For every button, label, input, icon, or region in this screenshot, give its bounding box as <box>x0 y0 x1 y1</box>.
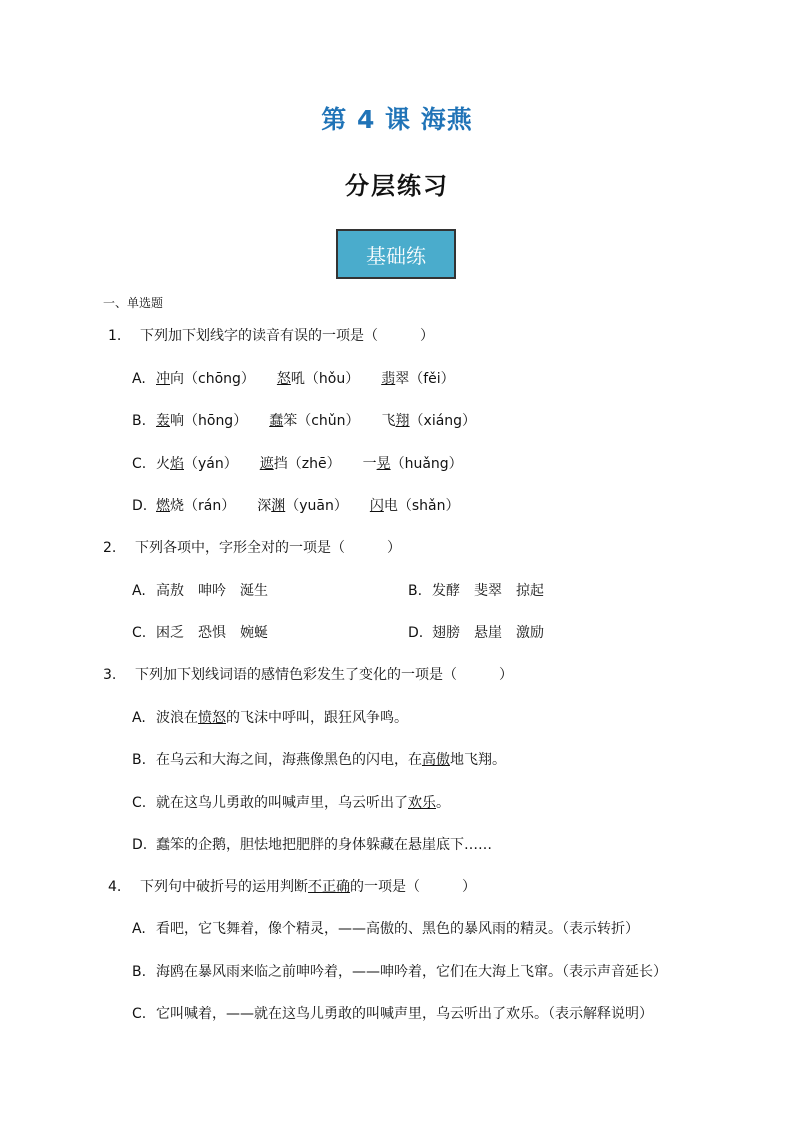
q2-option-b[interactable]: B. 发酵 斐翠 掠起 <box>408 583 544 599</box>
lesson-title: 第 4 课 海燕 <box>321 105 473 134</box>
q1-option-b[interactable]: B. 轰响（hōng） 蠢笨（chǔn） 飞翔（xiáng） <box>132 413 477 429</box>
q1-option-a[interactable]: A. 冲向（chōng） 怒吼（hǒu） 翡翠（fěi） <box>132 371 455 387</box>
question-number: 3. <box>103 667 117 683</box>
level-badge: 基础练 <box>336 229 456 279</box>
q3-option-a[interactable]: A. 波浪在愤怒的飞沫中呼叫，跟狂风争鸣。 <box>132 710 408 726</box>
question-number: 4. <box>108 879 122 895</box>
section-heading: 一、单选题 <box>103 296 164 310</box>
q4-option-c[interactable]: C. 它叫喊着，——就在这鸟儿勇敢的叫喊声里，乌云听出了欢乐。（表示解释说明） <box>132 1006 653 1022</box>
q2-option-d[interactable]: D. 翅膀 悬崖 激励 <box>408 625 544 641</box>
q1-option-d[interactable]: D. 燃烧（rán） 深渊（yuān） 闪电（shǎn） <box>132 498 460 514</box>
question-stem: 下列各项中，字形全对的一项是（ ） <box>135 540 401 556</box>
question-number: 2. <box>103 540 117 556</box>
q3-option-d[interactable]: D. 蠢笨的企鹅，胆怯地把肥胖的身体躲藏在悬崖底下…… <box>132 837 492 853</box>
exercise-subtitle: 分层练习 <box>345 172 449 200</box>
question-number: 1. <box>108 328 122 344</box>
q4-option-a[interactable]: A. 看吧，它飞舞着，像个精灵，——高傲的、黑色的暴风雨的精灵。（表示转折） <box>132 921 639 937</box>
question-1 <box>108 325 434 345</box>
question-3 <box>103 664 513 684</box>
q4-option-b[interactable]: B. 海鸥在暴风雨来临之前呻吟着，——呻吟着，它们在大海上飞窜。（表示声音延长） <box>132 964 667 980</box>
q3-option-b[interactable]: B. 在乌云和大海之间，海燕像黑色的闪电，在高傲地飞翔。 <box>132 752 506 768</box>
question-4: 4. 下列句中破折号的运用判断不正确的一项是（ ） <box>108 879 476 895</box>
q2-option-c[interactable]: C. 困乏 恐惧 婉蜒 <box>132 625 268 641</box>
q1-option-c[interactable]: C. 火焰（yán） 遮挡（zhē） 一晃（huǎng） <box>132 456 463 472</box>
question-2 <box>103 537 401 557</box>
question-stem: 下列加下划线字的读音有误的一项是（ ） <box>140 328 434 344</box>
q3-option-c[interactable]: C. 就在这鸟儿勇敢的叫喊声里，乌云听出了欢乐。 <box>132 795 450 811</box>
question-stem: 下列加下划线词语的感情色彩发生了变化的一项是（ ） <box>135 667 513 683</box>
q2-option-a[interactable]: A. 高敖 呻吟 涎生 <box>132 583 268 599</box>
